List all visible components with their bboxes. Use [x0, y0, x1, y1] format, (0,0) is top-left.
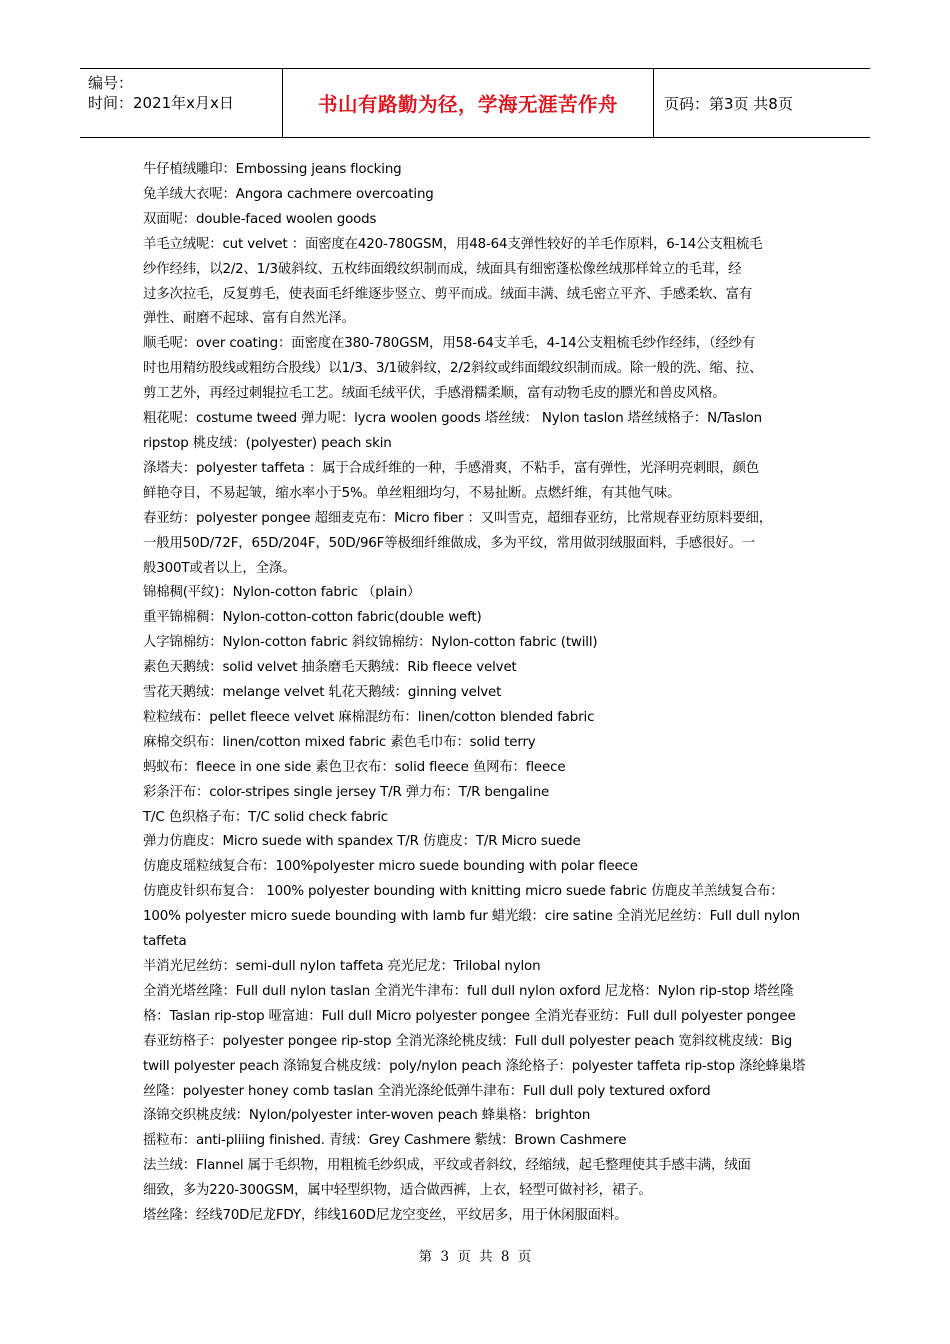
body-line: 细致，多为220-300GSM，属中轻型织物，适合做西裤，上衣，轻型可做衬衫，裙子。 — [143, 1183, 652, 1199]
body-line: 春亚纺格子：polyester pongee rip-stop 全消光涤纶桃皮绒：Full dull polyester peach 宽斜纹桃皮绒：Big — [143, 1033, 793, 1049]
body-line: 全消光塔丝隆：Full dull nylon taslan 全消光牛津布：full dull nylon oxford 尼龙格：Nylon rip-stop 塔丝隆 — [143, 983, 794, 999]
body-line: 麻棉交织布：linen/cotton mixed fabric 素色毛巾布：solid terry — [143, 734, 536, 750]
body-line: 雪花天鹅绒：melange velvet 轧花天鹅绒：ginning velvet — [143, 685, 502, 701]
body-line: 兔羊绒大衣呢：Angora cachmere overcoating — [143, 186, 434, 202]
body-line: 丝隆：polyester honey comb taslan 全消光涤纶低弹牛津布：Full dull poly textured oxford — [143, 1083, 711, 1099]
body-line: 顺毛呢：over coating：面密度在380-780GSM，用58-64支羊毛，4-14公支粗梳毛纱作经纬，（经纱有 — [143, 336, 756, 352]
body-line: 涤塔夫：polyester taffeta ：属于合成纤维的一种，手感滑爽，不粘手，富有弹性，光泽明亮刺眼，颜色 — [143, 460, 760, 476]
body-line: 法兰绒：Flannel 属于毛织物，用粗梳毛纱织成，平纹或者斜纹，经缩绒，起毛整理使其手感丰满，绒面 — [143, 1158, 751, 1174]
body-line: 仿鹿皮瑶粒绒复合布：100%polyester micro suede bounding with polar fleece — [143, 859, 638, 875]
document-number-label: 编号： — [88, 74, 134, 92]
body-line: 弹性、耐磨不起球、富有自然光泽。 — [143, 311, 355, 327]
body-line: 时也用精纺股线或粗纺合股线）以1/3、3/1破斜纹，2/2斜纹或纬面缎纹织制而成。除一般的洗、缩、拉、 — [143, 361, 763, 377]
body-line: 过多次拉毛，反复剪毛，使表面毛纤维逐步竖立、剪平而成。绒面丰满、绒毛密立平齐、手感柔软、富有 — [143, 286, 753, 302]
body-line: 100% polyester micro suede bounding with lamb fur 蜡光缎：cire satine 全消光尼丝纺：Full dull nylon — [143, 909, 800, 925]
body-line: 羊毛立绒呢：cut velvet ：面密度在420-780GSM，用48-64支弹性较好的羊毛作原料，6-14公支粗梳毛 — [143, 236, 763, 252]
body-line: 人字锦棉纺：Nylon-cotton fabric 斜纹锦棉纺：Nylon-cotton fabric (twill) — [143, 635, 598, 651]
body-line: 彩条汗布：color-stripes single jersey T/R 弹力布：T/R bengaline — [143, 784, 550, 800]
body-line: T/C 色织格子布：T/C solid check fabric — [143, 809, 388, 825]
body-line: 素色天鹅绒：solid velvet 抽条磨毛天鹅绒：Rib fleece velvet — [143, 660, 517, 676]
header-motto: 书山有路勤为径，学海无涯苦作舟 — [282, 69, 654, 137]
body-line: ripstop 桃皮绒：(polyester) peach skin — [143, 435, 392, 451]
document-body — [143, 158, 821, 1229]
body-line: 塔丝隆：经线70D尼龙FDY，纬线160D尼龙空变丝，平纹居多，用于休闲服面料。 — [143, 1208, 628, 1224]
body-line: 般300T或者以上，全涤。 — [143, 560, 296, 576]
body-line: 春亚纺：polyester pongee 超细麦克布：Micro fiber ：又叫雪克，超细春亚纺，比常规春亚纺原料要细， — [143, 510, 773, 526]
body-line: 蚂蚁布：fleece in one side 素色卫衣布：solid fleece 鱼网布：fleece — [143, 759, 566, 775]
body-line: 重平锦棉稠：Nylon-cotton-cotton fabric(double weft) — [143, 610, 482, 626]
body-line: taffeta — [143, 934, 187, 950]
body-line: 弹力仿鹿皮：Micro suede with spandex T/R 仿鹿皮：T/R Micro suede — [143, 834, 581, 850]
body-line: 格：Taslan rip-stop 哑富迪：Full dull Micro polyester pongee 全消光春亚纺：Full dull polyester pongee — [143, 1008, 796, 1024]
header-page-code: 页码：第3页 共8页 — [664, 94, 793, 113]
body-line: 一般用50D/72F，65D/204F，50D/96F等极细纤维做成，多为平纹，常用做羽绒服面料，手感很好。一 — [143, 535, 755, 551]
body-line: 粗花呢：costume tweed 弹力呢：lycra woolen goods 塔丝绒： Nylon taslon 塔丝绒格子：N/Taslon — [143, 411, 762, 427]
body-line: 摇粒布：anti-pliiing finished. 青绒：Grey Cashmere 紫绒：Brown Cashmere — [143, 1133, 627, 1149]
body-line: 粒粒绒布：pellet fleece velvet 麻棉混纺布：linen/cotton blended fabric — [143, 709, 595, 725]
body-line: 双面呢：double-faced woolen goods — [143, 211, 377, 227]
body-line: 涤锦交织桃皮绒：Nylon/polyester inter-woven peach 蜂巢格：brighton — [143, 1108, 591, 1124]
page-footer: 第 3 页 共 8 页 — [418, 1249, 532, 1265]
header-meta — [80, 69, 282, 137]
body-line: 仿鹿皮针织布复合： 100% polyester bounding with knitting micro suede fabric 仿鹿皮羊羔绒复合布： — [143, 884, 784, 900]
body-line: 剪工艺外，再经过刺辊拉毛工艺。绒面毛绒平伏，手感滑糯柔顺，富有动物毛皮的膘光和兽皮风格。 — [143, 386, 726, 402]
body-line: 牛仔植绒雕印：Embossing jeans flocking — [143, 162, 402, 177]
body-line: 锦棉稠(平纹)：Nylon-cotton fabric （plain） — [143, 585, 421, 601]
page-header — [80, 68, 870, 138]
body-line: 鲜艳夺目，不易起皱，缩水率小于5%。单丝粗细均匀，不易扯断。点燃纤维，有其他气味。 — [143, 485, 681, 501]
body-line: twill polyester peach 涤锦复合桃皮绒：poly/nylon peach 涤纶格子：polyester taffeta rip-stop 涤纶蜂巢塔 — [143, 1058, 806, 1074]
body-line: 半消光尼丝纺：semi-dull nylon taffeta 亮光尼龙：Trilobal nylon — [143, 959, 541, 974]
body-line: 纱作经纬，以2/2、1/3破斜纹、五枚纬面缎纹织制而成，绒面具有细密蓬松像丝绒那样耸立的毛茸，经 — [143, 261, 742, 277]
document-date: 时间：2021年x月x日 — [88, 94, 234, 112]
